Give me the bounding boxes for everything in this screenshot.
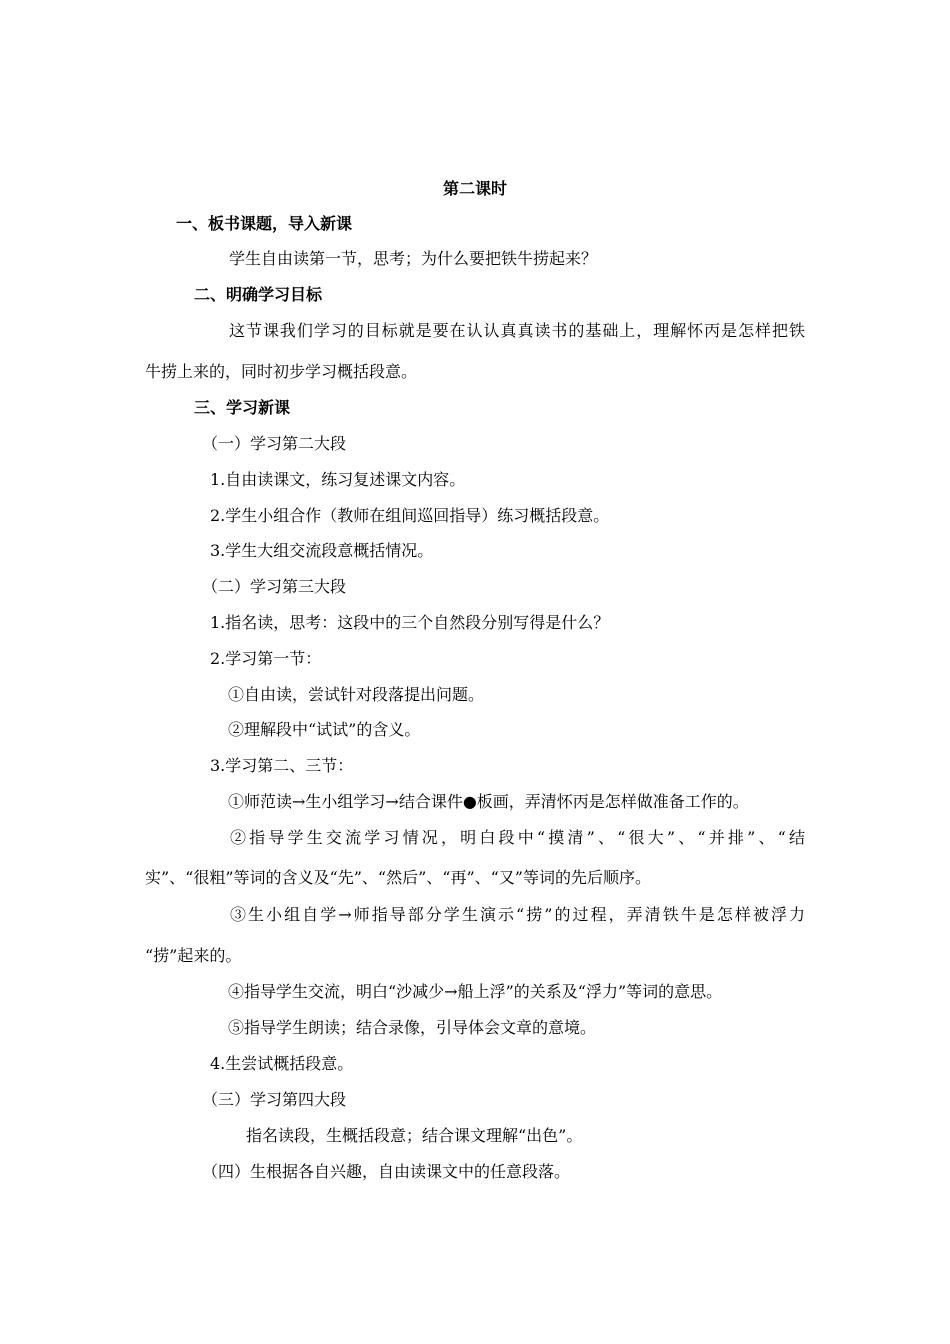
section-2-heading: 二、明确学习目标 xyxy=(194,285,323,304)
part-2-item-3-sub-2-line-2: 实”、“很粗”等词的含义及“先”、“然后”、“再”、“又”等词的先后顺序。 xyxy=(145,868,651,887)
part-3-paragraph: 指名读段，生概括段意；结合课文理解“出色”。 xyxy=(246,1126,583,1145)
part-2-item-4: 4.生尝试概括段意。 xyxy=(210,1054,354,1073)
section-2-paragraph-line-1: 这节课我们学习的目标就是要在认认真真读书的基础上，理解怀丙是怎样把铁 xyxy=(229,321,805,340)
part-1-item-1: 1.自由读课文，练习复述课文内容。 xyxy=(210,470,466,489)
part-2-item-3-sub-1: ①师范读→生小组学习→结合课件●板画，弄清怀丙是怎样做准备工作的。 xyxy=(228,792,749,811)
part-2-item-3-sub-5: ⑤指导学生朗读；结合录像，引导体会文章的意境。 xyxy=(228,1018,597,1037)
part-2-item-3-sub-3-line-1: ③生小组自学→师指导部分学生演示“捞”的过程，弄清铁牛是怎样被浮力 xyxy=(230,905,805,924)
part-2-item-3: 3.学习第二、三节： xyxy=(210,756,354,775)
part-3-heading: （三）学习第四大段 xyxy=(202,1090,347,1109)
part-1-item-3: 3.学生大组交流段意概括情况。 xyxy=(210,541,434,560)
part-1-item-2: 2.学生小组合作（教师在组间巡回指导）练习概括段意。 xyxy=(210,506,610,525)
part-2-heading: （二）学习第三大段 xyxy=(202,577,347,596)
page-title: 第二课时 xyxy=(442,179,507,198)
part-2-item-2: 2.学习第一节： xyxy=(210,649,322,668)
section-2-paragraph-line-2: 牛捞上来的，同时初步学习概括段意。 xyxy=(145,362,418,381)
section-3-heading: 三、学习新课 xyxy=(194,398,291,417)
part-2-item-3-sub-3-line-2: “捞”起来的。 xyxy=(145,946,242,965)
part-2-item-3-sub-4: ④指导学生交流，明白“沙减少→船上浮”的关系及“浮力”等词的意思。 xyxy=(228,982,723,1001)
part-2-item-3-sub-2-line-1: ②指导学生交流学习情况，明白段中“摸清”、“很大”、“并排”、“结 xyxy=(230,828,805,847)
section-1-heading: 一、板书课题，导入新课 xyxy=(176,214,353,233)
section-1-paragraph: 学生自由读第一节，思考；为什么要把铁牛捞起来？ xyxy=(229,249,598,268)
part-2-item-1: 1.指名读，思考：这段中的三个自然段分别写得是什么？ xyxy=(210,613,610,632)
part-4-heading: （四）生根据各自兴趣，自由读课文中的任意段落。 xyxy=(202,1162,571,1181)
part-2-item-2-sub-2: ②理解段中“试试”的含义。 xyxy=(228,720,421,739)
part-2-item-2-sub-1: ①自由读，尝试针对段落提出问题。 xyxy=(228,685,485,704)
part-1-heading: （一）学习第二大段 xyxy=(202,434,347,453)
